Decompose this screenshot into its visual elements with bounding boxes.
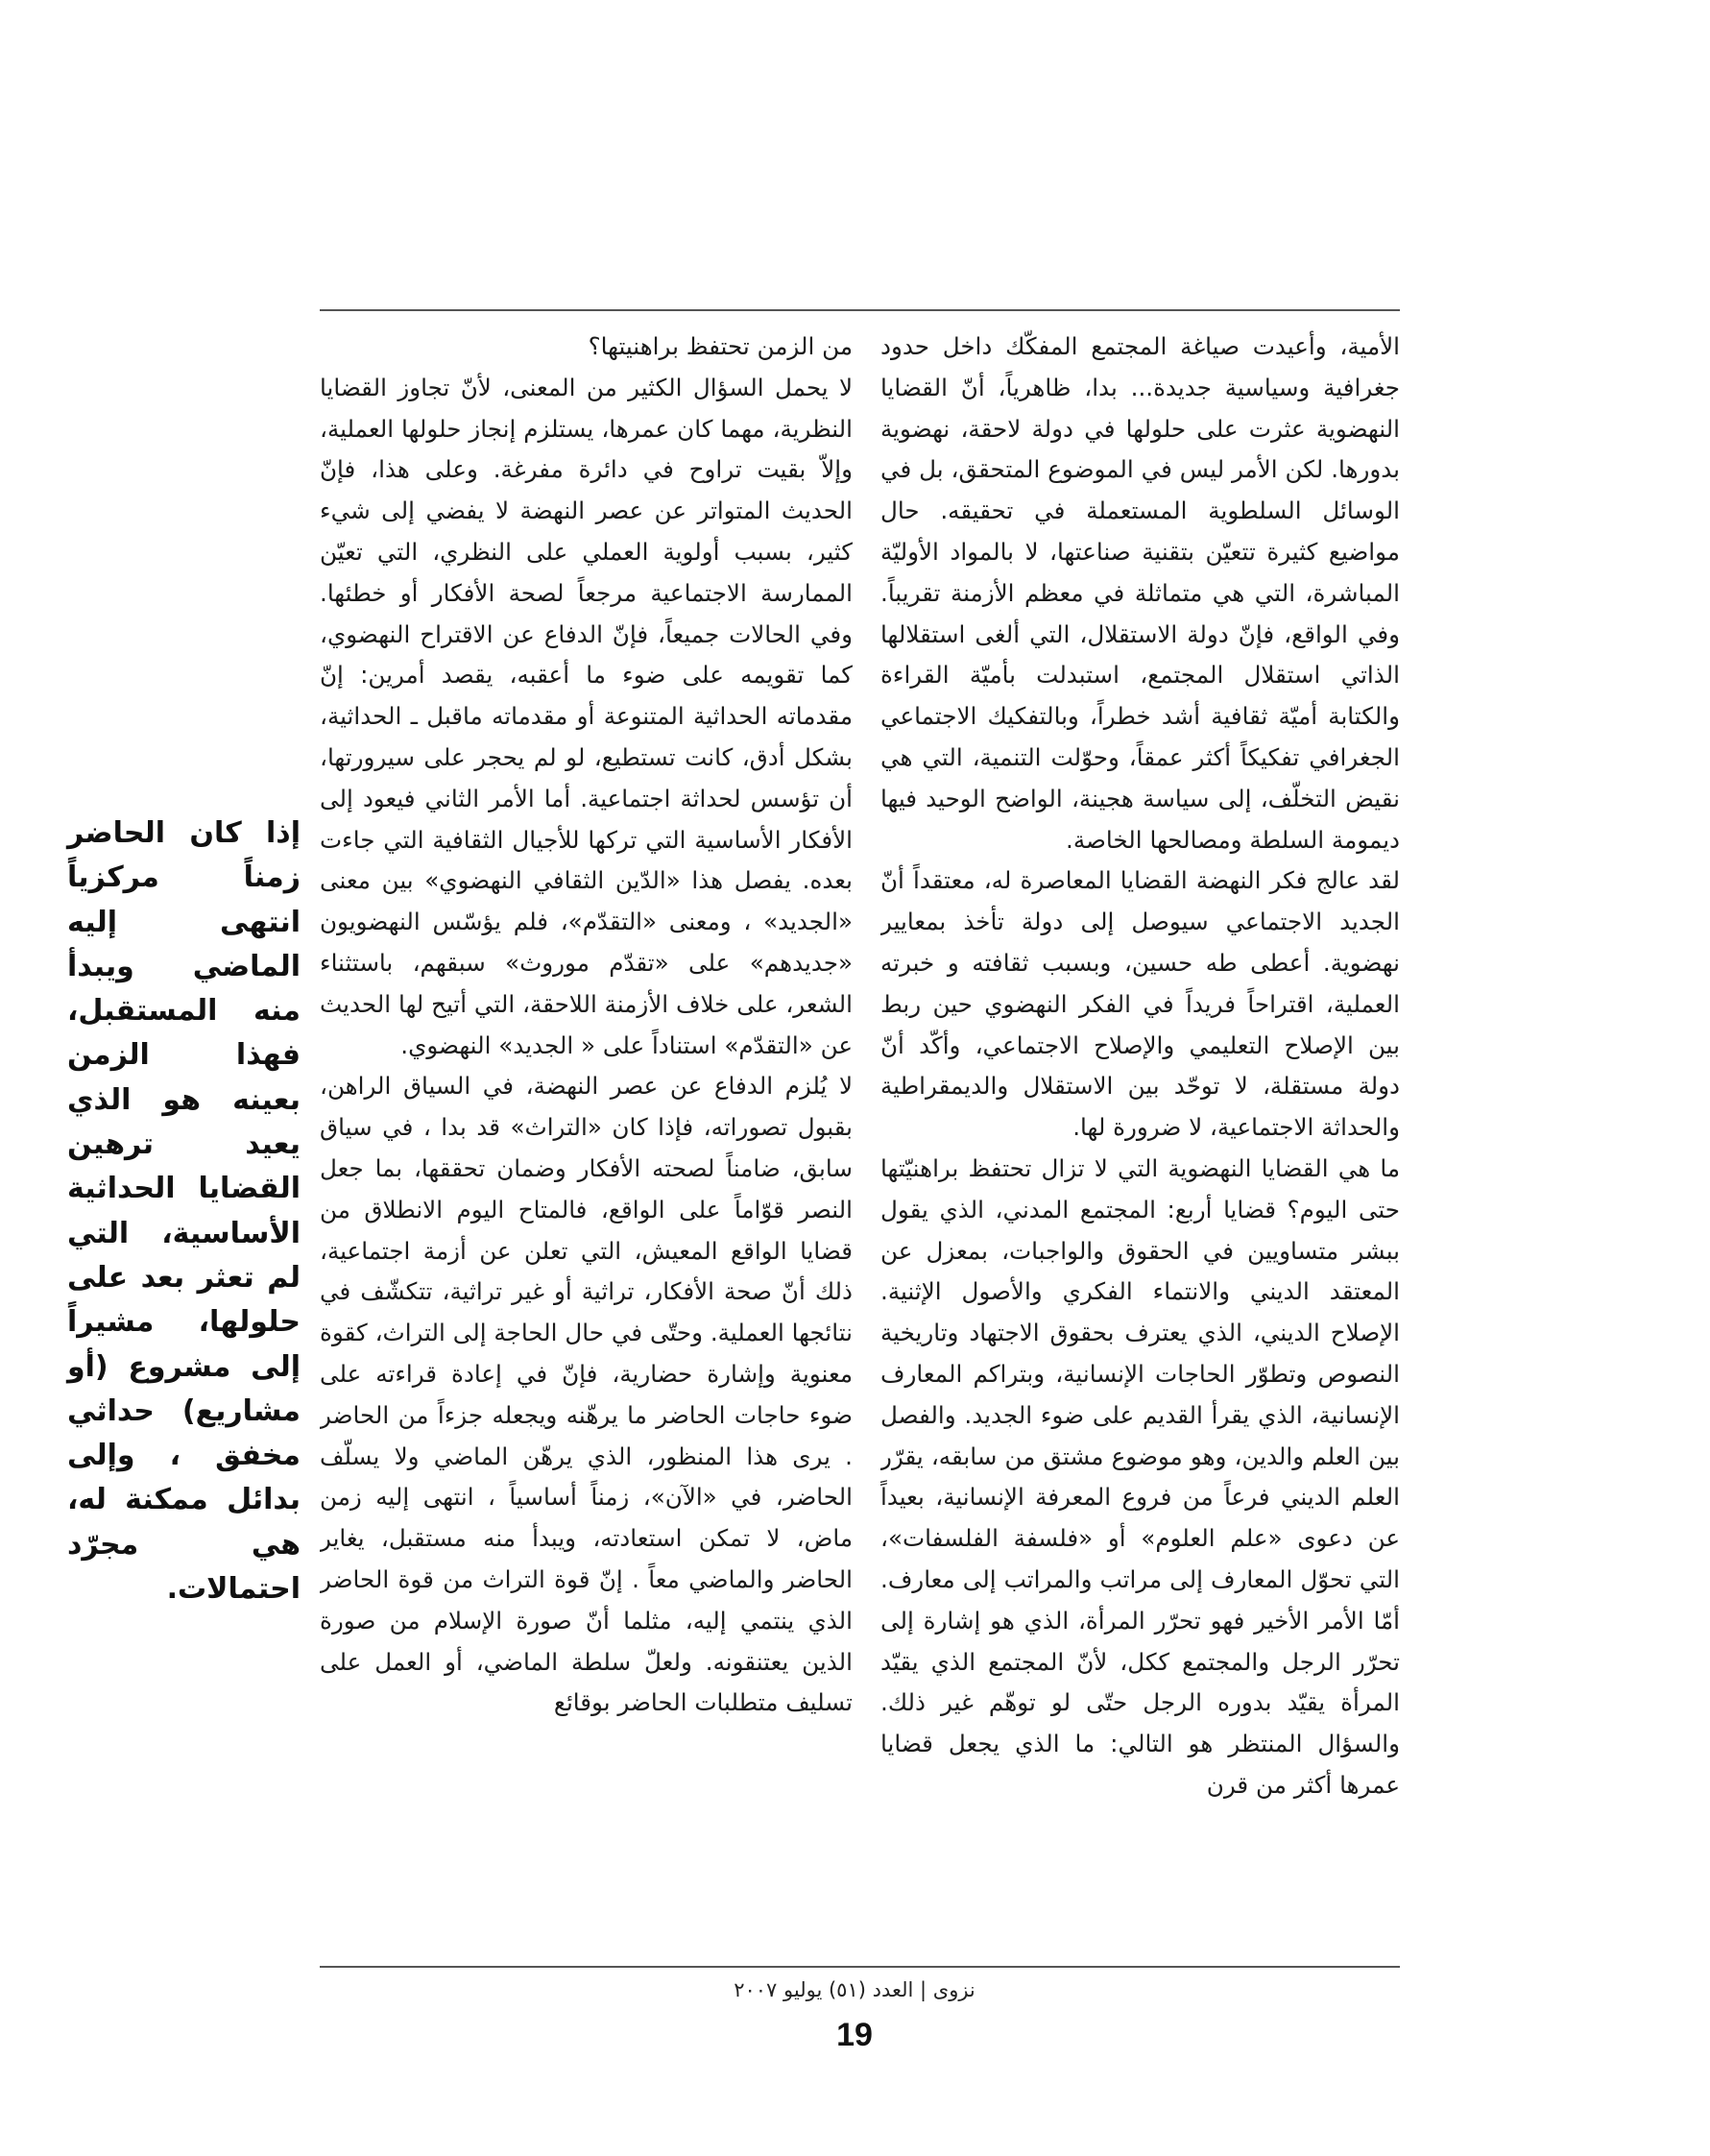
top-rule [320, 309, 1400, 311]
paragraph: الأمية، وأعيدت صياغة المجتمع المفكّك داخل حدود جغرافية وسياسية جديدة... بدا، ظاهرياً، أنّ القضايا النهضوية عثرت على حلولها في دولة لاحقة، نهضوية بدورها. لكن الأمر ليس في الموضوع المتحقق، بل في الوسائل السلطوية المستعملة في تحقيقه. حال مواضيع كثيرة تتعيّن بتقنية صناعتها، لا بالمواد الأوليّة المباشرة، التي هي متماثلة في معظم الأزمنة تقريباً. وفي الواقع، فإنّ دولة الاستقلال، التي ألغى استقلالها الذاتي استقلال المجتمع، استبدلت بأميّة القراءة والكتابة أميّة ثقافية أشد خطراً، وبالتفكيك الاجتماعي الجغرافي تفكيكاً أكثر عمقاً، وحوّلت التنمية، التي هي نقيض التخلّف، إلى سياسة هجينة، الواضح الوحيد فيها ديمومة السلطة ومصالحها الخاصة. [880, 332, 1400, 854]
paragraph: لا يحمل السؤال الكثير من المعنى، لأنّ تجاوز القضايا النظرية، مهما كان عمرها، يستلزم إنجاز حلولها العملية، وإلاّ بقيت تراوح في دائرة مفرغة. وعلى هذا، فإنّ الحديث المتواتر عن عصر النهضة لا يفضي إلى شيء كثير، بسبب أولوية العملي على النظري، التي تعيّن الممارسة الاجتماعية مرجعاً لصحة الأفكار أو خطئها. وفي الحالات جميعاً، فإنّ الدفاع عن الاقتراح النهضوي، كما تقويمه على ضوء ما أعقبه، يقصد أمرين: إنّ مقدماته الحداثية المتنوعة أو مقدماته ماقبل ـ الحداثية، بشكل أدق، كانت تستطيع، لو لم يحجر على سيرورتها، أن تؤسس لحداثة اجتماعية. أما الأمر الثاني فيعود إلى الأفكار الأساسية التي تركها للأجيال الثقافية التي جاءت بعده. يفصل هذا «الدّين الثقافي النهضوي» بين معنى «الجديد» ، ومعنى «التقدّم»، فلم يؤسّس النهضويون «جديدهم» على «تقدّم موروث» سبقهم، باستثناء الشعر، على خلاف الأزمنة اللاحقة، التي أتيح لها الحديث عن «التقدّم» استناداً على « الجديد» النهضوي. [320, 373, 853, 1059]
page-number: 19 [836, 2017, 873, 2053]
paragraph: ما هي القضايا النهضوية التي لا تزال تحتفظ براهنيّتها حتى اليوم؟ قضايا أربع: المجتمع المدني، الذي يقول ببشر متساويين في الحقوق والواجبات، بمعزل عن المعتقد الديني والانتماء الفكري والأصول الإثنية. الإصلاح الديني، الذي يعترف بحقوق الاجتهاد وتاريخية النصوص وتطوّر الحاجات الإنسانية، وبتراكم المعارف الإنسانية، الذي يقرأ القديم على ضوء الجديد. والفصل بين العلم والدين، وهو موضوع مشتق من سابقه، يقرّر العلم الديني فرعاً من فروع المعرفة الإنسانية، بعيداً عن دعوى «علم العلوم» أو «فلسفة الفلسفات»، التي تحوّل المعارف إلى مراتب والمراتب إلى معارف. أمّا الأمر الأخير فهو تحرّر المرأة، الذي هو إشارة إلى تحرّر الرجل والمجتمع ككل، لأنّ المجتمع الذي يقيّد المرأة يقيّد بدوره الرجل حتّى لو توهّم غير ذلك. والسؤال المنتظر هو التالي: ما الذي يجعل قضايا عمرها أكثر من قرن [880, 1153, 1400, 1799]
article-column-middle [320, 327, 853, 1954]
bottom-rule [320, 1966, 1400, 1968]
paragraph: لا يُلزم الدفاع عن عصر النهضة، في السياق الراهن، بقبول تصوراته، فإذا كان «التراث» قد بدا ، في سياق سابق، ضامناً لصحته الأفكار وضمان تحققها، بما جعل النصر قوّاماً على الواقع، فالمتاح اليوم الانطلاق من قضايا الواقع المعيش، التي تعلن عن أزمة اجتماعية، ذلك أنّ صحة الأفكار، تراثية أو غير تراثية، تتكشّف في نتائجها العملية. وحتّى في حال الحاجة إلى التراث، كقوة معنوية وإشارة حضارية، فإنّ في إعادة قراءته على ضوء حاجات الحاضر ما يرهّنه ويجعله جزءاً من الحاضر . يرى هذا المنظور، الذي يرهّن الماضي ولا يسلّف الحاضر، في «الآن»، زمناً أساسياً ، انتهى إليه زمن ماض، لا تمكن استعادته، ويبدأ منه مستقبل، يغاير الحاضر والماضي معاً . إنّ قوة التراث من قوة الحاضر الذي ينتمي إليه، مثلما أنّ صورة الإسلام من صورة الذين يعتنقونه. ولعلّ سلطة الماضي، أو العمل على تسليف متطلبات الحاضر بوقائع [320, 1072, 853, 1717]
article-column-right [880, 327, 1400, 1954]
pull-quote: إذا كان الحاضر زمناً مركزياً انتهى إليه الماضي ويبدأ منه المستقبل، فهذا الزمن بعينه هو الذي يعيد ترهين القضايا الحداثية الأساسية، التي لم تعثر بعد على حلولها، مشيراً إلى مشروع (أو مشاريع) حداثي مخفق ، وإلى بدائل ممكنة له، هي مجرّد احتمالات. [67, 816, 301, 1607]
issue-line: نزوى | العدد (٥١) يوليو ٢٠٠٧ [734, 1978, 975, 2001]
paragraph: من الزمن تحتفظ براهنيتها؟ [588, 332, 853, 360]
paragraph: لقد عالج فكر النهضة القضايا المعاصرة له، معتقداً أنّ الجديد الاجتماعي سيوصل إلى دولة تأخذ بمعايير نهضوية. أعطى طه حسين، وبسبب ثقافته و خبرته العملية، اقتراحاً فريداً في الفكر النهضوي حين ربط بين الإصلاح التعليمي والإصلاح الاجتماعي، وأكّد أنّ دولة مستقلة، لا توحّد بين الاستقلال والديمقراطية والحداثة الاجتماعية، لا ضرورة لها. [880, 866, 1400, 1142]
